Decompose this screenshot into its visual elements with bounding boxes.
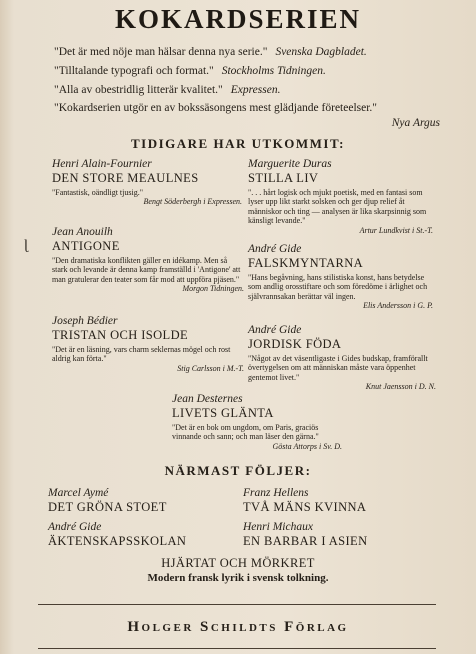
book-review: "Den dramatiska konflikten gäller en idékamp. Men så stark och levande är denna kamp framställd i 'Antigone' att man gratulerar den teater som får mod att uppföra pjäsen.": [52, 256, 241, 284]
quote-text: "Kokardserien utgör en av bokssäsongens mest glädjande företeelser.": [54, 102, 377, 114]
quote-text: "Alla av obestridlig litterär kvalitet.": [54, 84, 223, 96]
anthology-title: HJÄRTAT OCH MÖRKRET: [161, 556, 315, 570]
book-review: ". . . hårt logisk och mjukt poetisk, med en fantasi som lyser upp likt starkt solsken och ger djup relief åt människor och ting — analysen är lika skarpsinnig som känsligt levande.": [248, 188, 427, 226]
book-title: ÄKTENSKAPSSKOLAN: [48, 534, 187, 548]
book-entry: [52, 226, 244, 294]
book-title: TRISTAN OCH ISOLDE: [52, 328, 189, 342]
publisher-name: Holger Schildts Förlag: [127, 619, 349, 635]
book-title: DEN STORE MEAULNES: [52, 171, 199, 185]
book-author: Henri Michaux: [243, 521, 313, 533]
anthology-entry: [0, 556, 476, 584]
book-author: Franz Hellens: [243, 487, 309, 499]
upcoming-entry: [48, 521, 238, 549]
divider: [38, 648, 436, 649]
book-author: André Gide: [248, 243, 302, 255]
press-quote: [54, 65, 326, 77]
quote-source: Stockholms Tidningen.: [221, 65, 326, 77]
press-quote: [54, 84, 280, 96]
book-title: DET GRÖNA STOET: [48, 500, 167, 514]
book-author: André Gide: [248, 324, 302, 336]
book-critic: Bengt Söderbergh i Expressen.: [143, 197, 242, 207]
quote-source: Nya Argus: [391, 117, 440, 129]
book-title: STILLA LIV: [248, 171, 319, 185]
press-quote: [54, 46, 367, 58]
book-entry: [52, 158, 242, 207]
book-title: TVÅ MÄNS KVINNA: [243, 500, 367, 514]
book-review: "Fantastisk, oändligt tjusig.": [52, 188, 143, 197]
press-quote: [54, 102, 377, 114]
book-author: Jean Desternes: [172, 393, 243, 405]
book-author: Marcel Aymé: [48, 487, 109, 499]
quote-source: Expressen.: [230, 84, 281, 96]
quote-text: "Det är med nöje man hälsar denna nya serie.": [54, 46, 268, 58]
book-review: "Hans begåvning, hans stilistiska konst, hans betydelse som andlig orosstiftare och som föredöme i ärlighet och självrannsakan berättar väl ingen.: [248, 273, 428, 301]
book-critic: Gösta Attorps i Sv. D.: [272, 441, 342, 451]
book-entry: [248, 158, 433, 235]
book-review: "Något av det väsentligaste i Gides budskap, framförallt övertygelsen om att människan måste vara öppenhet gentemot livet.": [248, 354, 428, 382]
book-critic: Artur Lundkvist i St.-T.: [359, 225, 433, 235]
book-review: "Det är en läsning, vars charm seklernas mögel och rost aldrig kan förta.": [52, 345, 231, 364]
book-critic: Morgon Tidningen.: [182, 284, 244, 294]
upcoming-heading: NÄRMAST FÖLJER:: [164, 463, 312, 478]
book-critic: Elis Andersson i G. P.: [363, 301, 433, 311]
book-entry: [52, 315, 244, 373]
anthology-subtitle: Modern fransk lyrik i svensk tolkning.: [147, 572, 329, 584]
book-title: EN BARBAR I ASIEN: [243, 534, 368, 548]
book-title: JORDISK FÖDA: [248, 337, 342, 351]
book-title: LIVETS GLÄNTA: [172, 406, 274, 420]
book-review: "Det är en bok om ungdom, om Paris, graciös vinnande och sann; och man läser den gärna.": [172, 423, 319, 442]
book-author: Henri Alain-Fournier: [52, 158, 152, 170]
book-critic: Stig Carlsson i M.-T.: [177, 363, 244, 373]
book-author: Joseph Bédier: [52, 315, 118, 327]
book-title: FALSKMYNTARNA: [248, 256, 364, 270]
book-entry: [248, 243, 433, 311]
book-author: André Gide: [48, 521, 102, 533]
book-entry: [172, 393, 342, 451]
upcoming-entry: [243, 487, 433, 515]
quote-source: Svenska Dagbladet.: [275, 46, 367, 58]
divider: [38, 604, 436, 605]
quote-text: "Tilltalande typografi och format.": [54, 65, 214, 77]
margin-mark: ɭ: [24, 238, 28, 253]
book-author: Jean Anouilh: [52, 226, 113, 238]
upcoming-entry: [243, 521, 433, 549]
book-author: Marguerite Duras: [248, 158, 332, 170]
book-title: ANTIGONE: [52, 239, 120, 253]
series-title: KOKARDSERIEN: [114, 4, 362, 34]
book-entry: [248, 324, 436, 392]
book-critic: Knut Jaensson i D. N.: [365, 382, 436, 392]
published-heading: TIDIGARE HAR UTKOMMIT:: [130, 136, 346, 151]
upcoming-entry: [48, 487, 238, 515]
